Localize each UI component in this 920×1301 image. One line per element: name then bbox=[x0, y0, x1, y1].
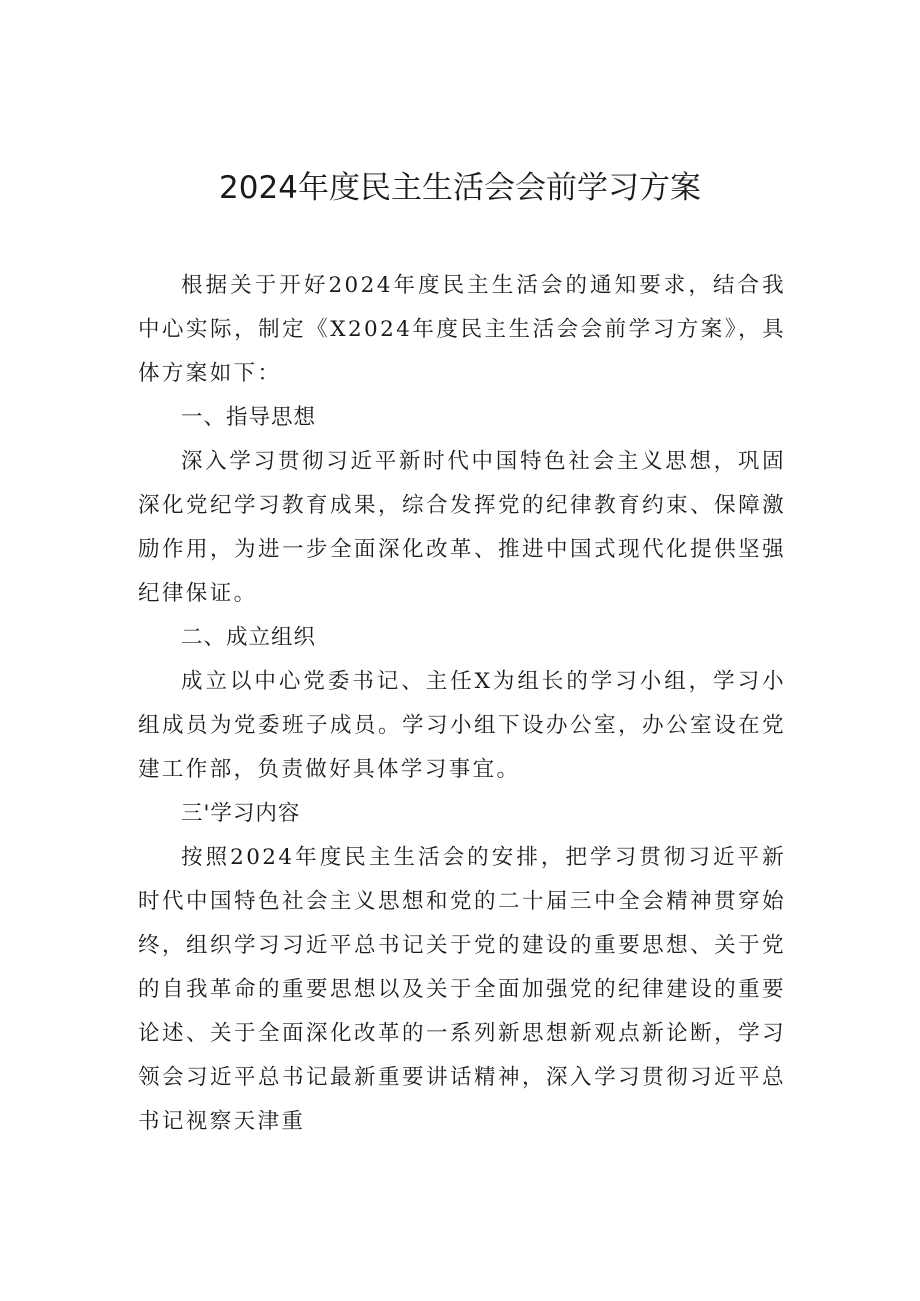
section-paragraph-organization: 成立以中心党委书记、主任X为组长的学习小组，学习小组成员为党委班子成员。学习小组下设办公室，办公室设在党建工作部，负责做好具体学习事宜。 bbox=[138, 669, 786, 782]
section-heading-guiding-thought: 一、指导思想 bbox=[181, 405, 317, 430]
intro-paragraph: 根据关于开好2024年度民主生活会的通知要求，结合我中心实际，制定《X2024年度民主生活会会前学习方案》，具体方案如下： bbox=[138, 273, 786, 386]
section-paragraph-study-content: 按照2024年度民主生活会的安排，把学习贯彻习近平新时代中国特色社会主义思想和党的二十届三中全会精神贯穿始终，组织学习习近平总书记关于党的建设的重要思想、关于党的自我革命的重要思想以及关于全面加强党的纪律建设的重要论述、关于全面深化改革的一系列新思想新观点新论断，学习领会习近平总书记最新重要讲话精神，深入学习贯彻习近平总书记视察天津重 bbox=[138, 845, 786, 1134]
document-body bbox=[138, 264, 786, 1144]
section-paragraph-guiding-thought: 深入学习贯彻习近平新时代中国特色社会主义思想，巩固深化党纪学习教育成果，综合发挥党的纪律教育约束、保障激励作用，为进一步全面深化改革、推进中国式现代化提供坚强纪律保证。 bbox=[138, 449, 786, 606]
section-heading-organization: 二、成立组织 bbox=[181, 625, 317, 650]
document-title: 2024年度民主生活会会前学习方案 bbox=[219, 170, 701, 206]
section-heading-study-content: 三'学习内容 bbox=[181, 801, 301, 826]
